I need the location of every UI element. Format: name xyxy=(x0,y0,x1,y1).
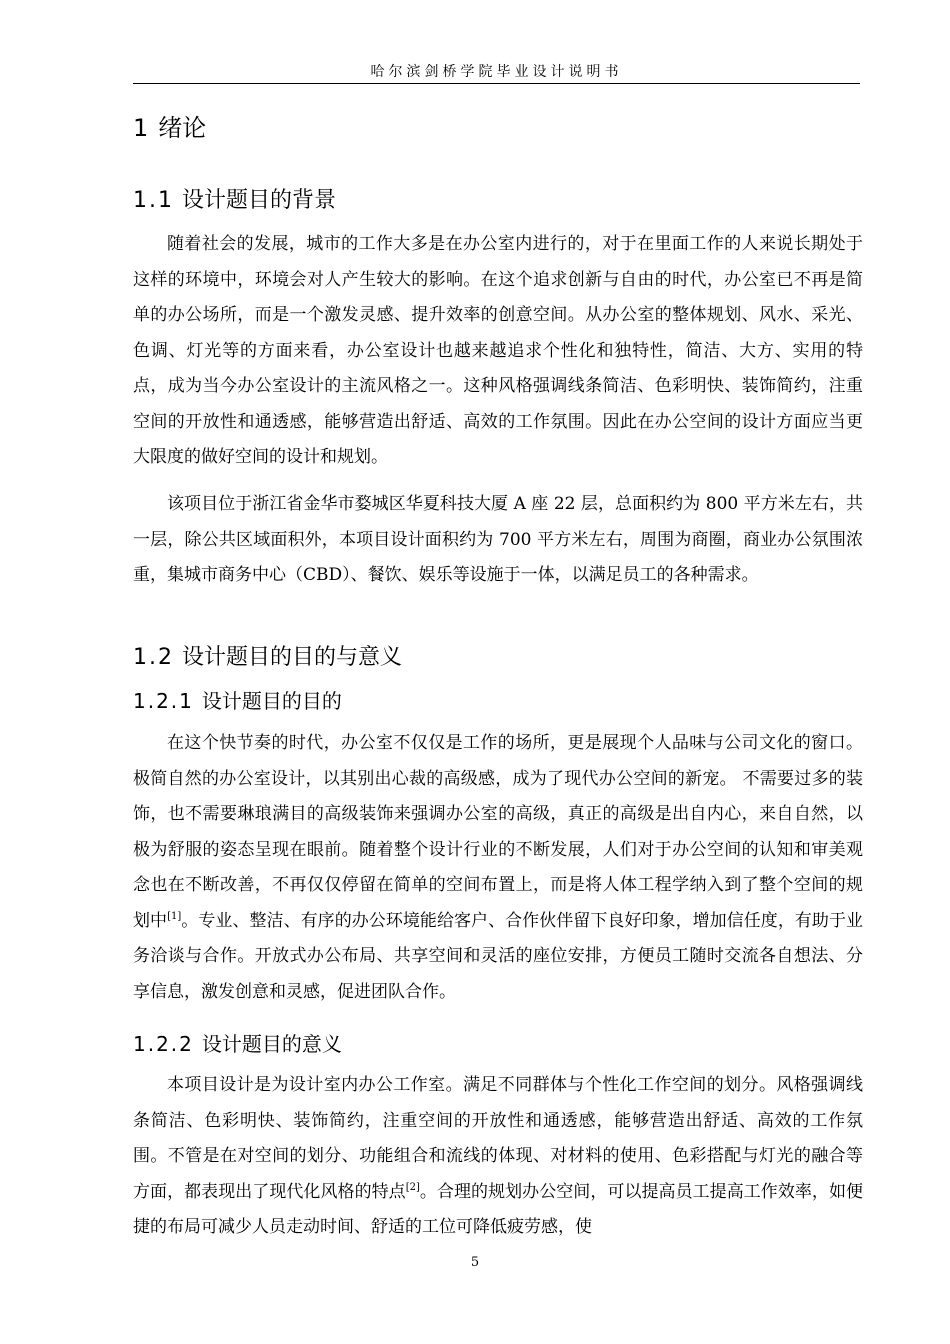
citation-ref: [2] xyxy=(405,1181,420,1193)
header-divider xyxy=(133,83,860,84)
chapter-number: 1 xyxy=(133,114,151,142)
section-title: 设计题目的目的与意义 xyxy=(182,645,403,670)
section-heading-1-2 xyxy=(133,643,402,673)
subsection-heading-1-2-2 xyxy=(133,1030,342,1058)
citation-ref: [1] xyxy=(167,910,182,922)
chapter-title: 绪论 xyxy=(158,114,207,142)
paragraph-purpose xyxy=(133,726,863,1010)
paragraph-text: 在这个快节奏的时代，办公室不仅仅是工作的场所，更是展现个人品味与公司文化的窗口。极简自然的办公室设计，以其别出心裁的高级感，成为了现代办公空间的新宠。 不需要过多的装饰，也不需要琳琅满目的高级装饰来强调办公室的高级，真正的高级是出自内心，来自自然，以极为舒服的姿态呈现在眼前。随着整个设计行业的不断发展，人们对于办公空间的认知和审美观念也在不断改善，不再仅仅停留在简单的空间布置上，而是将人体工程学纳入到了整个空间的规划中 xyxy=(133,733,863,931)
page-header-title: 哈尔滨剑桥学院毕业设计说明书 xyxy=(370,64,623,80)
section-title: 设计题目的背景 xyxy=(182,188,337,213)
page-number: 5 xyxy=(470,1255,480,1270)
paragraph-background: 随着社会的发展，城市的工作大多是在办公室内进行的，对于在里面工作的人来说长期处于这样的环境中，环境会对人产生较大的影响。在这个追求创新与自由的时代，办公室已不再是简单的办公场所，而是一个激发灵感、提升效率的创意空间。从办公室的整体规划、风水、采光、色调、灯光等的方面来看，办公室设计也越来越追求个性化和独特性，简洁、大方、实用的特点，成为当今办公室设计的主流风格之一。这种风格强调线条简洁、色彩明快、装饰简约，注重空间的开放性和通透感，能够营造出舒适、高效的工作氛围。因此在办公空间的设计方面应当更大限度的做好空间的设计和规划。 xyxy=(133,234,863,467)
section-number: 1.1 xyxy=(133,188,174,213)
subsection-number: 1.2.2 xyxy=(133,1032,194,1056)
chapter-heading xyxy=(133,112,206,144)
subsection-heading-1-2-1 xyxy=(133,687,342,715)
subsection-title: 设计题目的目的 xyxy=(201,689,342,713)
paragraph-significance xyxy=(133,1068,863,1246)
subsection-number: 1.2.1 xyxy=(133,689,194,713)
subsection-title: 设计题目的意义 xyxy=(201,1032,342,1056)
paragraph-text: 。专业、整洁、有序的办公环境能给客户、合作伙伴留下良好印象，增加信任度，有助于业务洽谈与合作。开放式办公布局、共享空间和灵活的座位安排，方便员工随时交流各自想法、分享信息，激发创意和灵感，促进团队合作。 xyxy=(133,910,864,1002)
paragraph-text: 本项目设计是为设计室内办公工作室。满足不同群体与个性化工作空间的划分。风格强调线条简洁、色彩明快、装饰简约，注重空间的开放性和通透感，能够营造出舒适、高效的工作氛围。不管是在对空间的划分、功能组合和流线的体现、对材料的使用、色彩搭配与灯光的融合等方面，都表现出了现代化风格的特点 xyxy=(133,1075,863,1202)
paragraph-text: 。合理的规划办公空间，可以提高员工提高工作效率，如便捷的布局可减少人员走动时间、舒适的工位可降低疲劳感，使 xyxy=(133,1181,864,1237)
section-heading-1-1 xyxy=(133,186,336,216)
section-number: 1.2 xyxy=(133,645,174,670)
paragraph-project-location: 该项目位于浙江省金华市婺城区华夏科技大厦 A 座 22 层，总面积约为 800 平方米左右，共一层，除公共区域面积外，本项目设计面积约为 700 平方米左右，周围为商圈，商业办公氛围浓重，集城市商务中心（CBD）、餐饮、娱乐等设施于一体，以满足员工的各种需求。 xyxy=(133,494,863,585)
